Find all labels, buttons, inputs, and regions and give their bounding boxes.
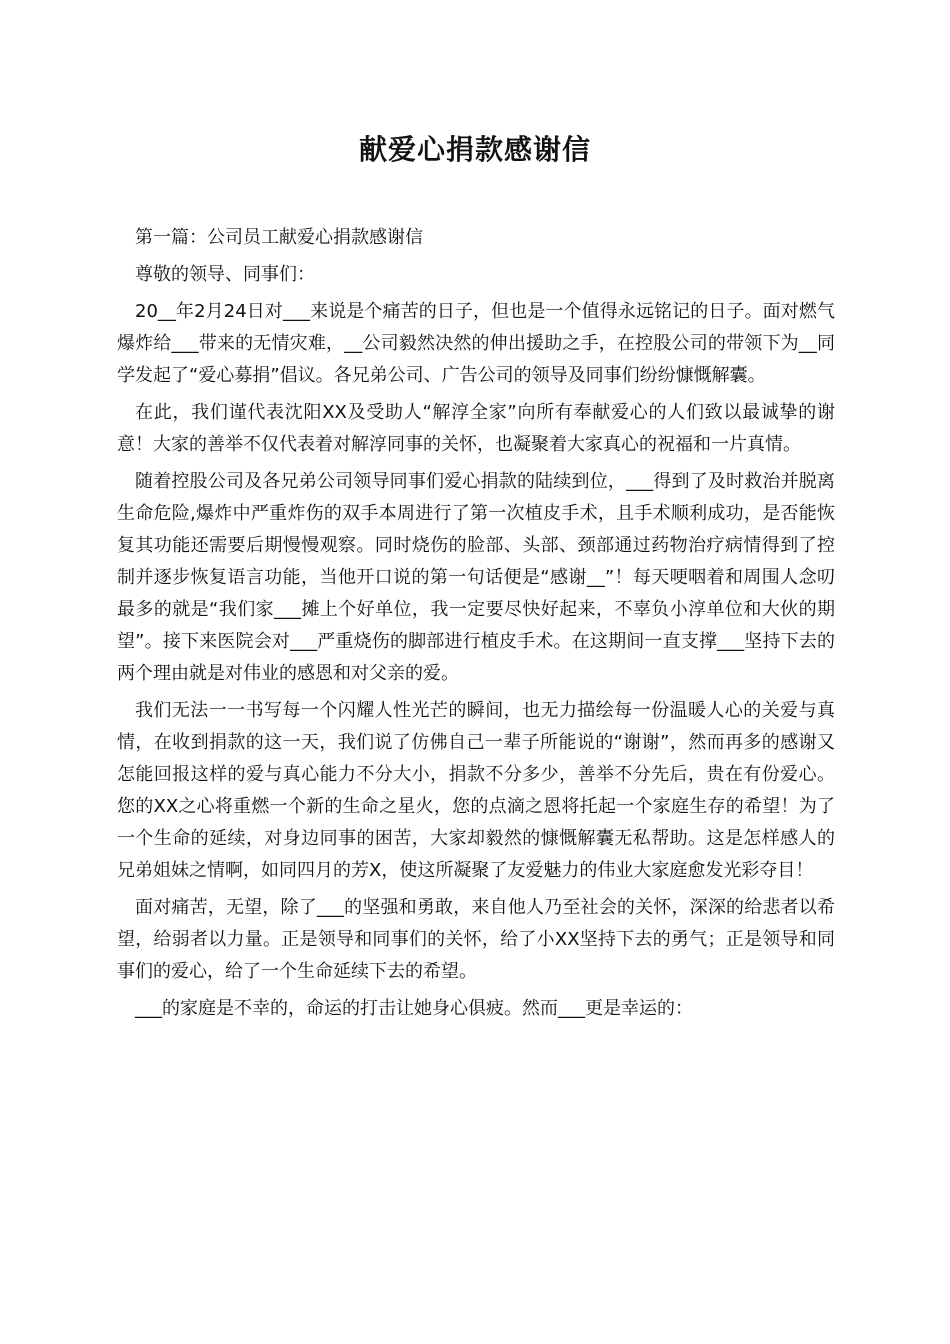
salutation: 尊敬的领导、同事们： [135,264,315,285]
body-paragraph: 20__年2月24日对___来说是个痛苦的日子，但也是一个值得永远铭记的日子。面对燃气爆炸给___带来的无情灾难，__公司毅然决然的伸出援助之手，在控股公司的带领下为__同学发起了“爱心募捐”倡议。各兄弟公司、广告公司的领导及同事们纷纷慷慨解囊。 [117,301,835,386]
body-paragraph: 面对痛苦，无望，除了___的坚强和勇敢，来自他人乃至社会的关怀，深深的给悲者以希望，给弱者以力量。正是领导和同事们的关怀，给了小XX坚持下去的勇气；正是领导和同事们的爱心，给了一个生命延续下去的希望。 [117,897,835,982]
document-title: 献爱心捐款感谢信 [358,133,591,166]
document-body [117,222,835,1030]
body-paragraph: 随着控股公司及各兄弟公司领导同事们爱心捐款的陆续到位，___得到了及时救治并脱离生命危险,爆炸中严重炸伤的双手本周进行了第一次植皮手术，且手术顺利成功，是否能恢复其功能还需要后期慢慢观察。同时烧伤的脸部、头部、颈部通过药物治疗病情得到了控制并逐步恢复语言功能，当他开口说的第一句话便是“感谢__”！每天哽咽着和周围人念叨最多的就是“我们家___摊上个好单位，我一定要尽快好起来，不辜负小淳单位和大伙的期望”。接下来医院会对___严重烧伤的脚部进行植皮手术。在这期间一直支撑___坚持下去的两个理由就是对伟业的感恩和对父亲的爱。 [117,471,835,684]
body-paragraph: 在此，我们谨代表沈阳XX及受助人“解淳全家”向所有奉献爱心的人们致以最诚挚的谢意！大家的善举不仅代表着对解淳同事的关怀，也凝聚着大家真心的祝福和一片真情。 [117,402,835,455]
body-paragraph: 我们无法一一书写每一个闪耀人性光芒的瞬间，也无力描绘每一份温暖人心的关爱与真情，在收到捐款的这一天，我们说了仿佛自己一辈子所能说的“谢谢”，然而再多的感谢又怎能回报这样的爱与真心能力不分大小，捐款不分多少，善举不分先后，贵在有份爱心。您的XX之心将重燃一个新的生命之星火，您的点滴之恩将托起一个家庭生存的希望！为了一个生命的延续，对身边同事的困苦，大家却毅然的慷慨解囊无私帮助。这是怎样感人的兄弟姐妹之情啊，如同四月的芳X，使这所凝聚了友爱魅力的伟业大家庭愈发光彩夺目！ [117,700,835,881]
section-heading: 第一篇：公司员工献爱心捐款感谢信 [135,227,423,248]
body-paragraph: ___的家庭是不幸的，命运的打击让她身心俱疲。然而___更是幸运的： [135,998,693,1019]
